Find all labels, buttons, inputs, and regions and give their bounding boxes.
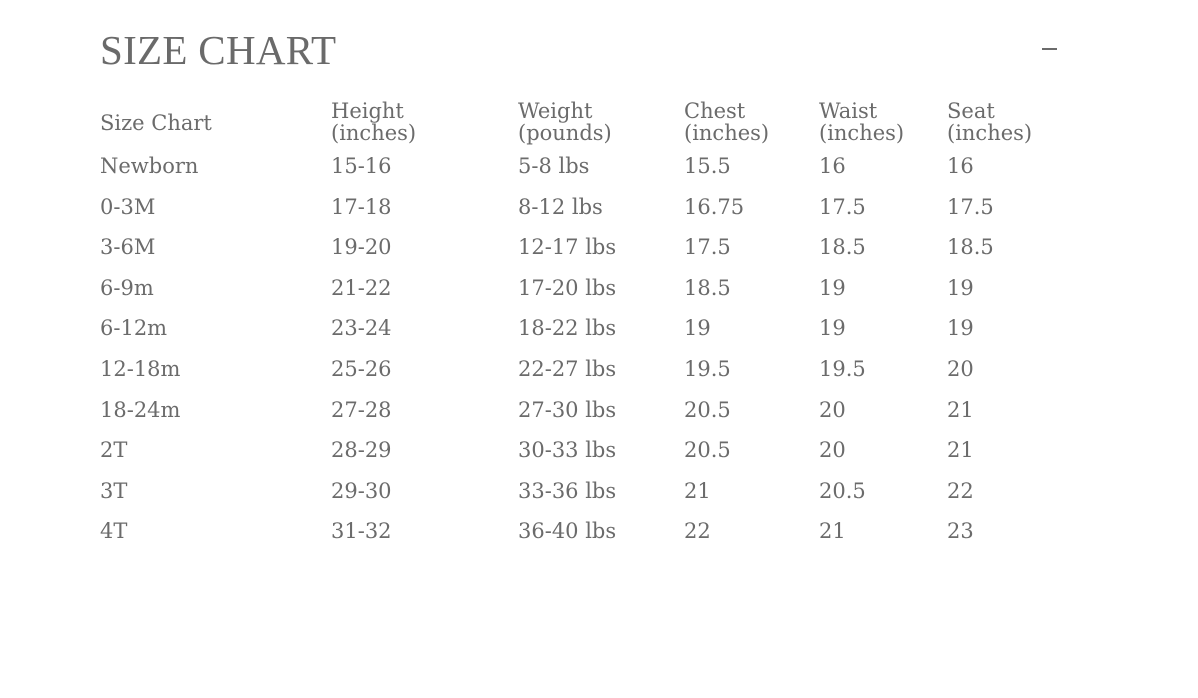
weight-cell: 30-33 lbs [518,438,617,463]
table-row [100,227,1060,268]
chest-cell: 19.5 [684,356,731,381]
chest-cell: 16.75 [684,194,745,219]
size-table [100,100,1060,552]
table-row [100,146,1060,187]
height-cell: 27-28 [331,397,392,422]
seat-cell: 16 [947,154,974,178]
weight-cell: 12-17 lbs [518,235,617,260]
height-cell: 23-24 [331,316,392,341]
height-cell: 21-22 [331,275,392,300]
waist-cell: 19.5 [819,356,866,381]
column-header-size [100,100,331,146]
column-header-label: Weight [518,99,593,123]
table-header-row [100,100,1060,146]
size-cell: 0-3M [100,194,156,219]
table-body [100,146,1060,552]
chest-cell: 19 [684,316,711,341]
column-header-label: Height [331,99,404,123]
weight-cell: 8-12 lbs [518,194,603,219]
chest-cell: 18.5 [684,275,731,300]
size-cell: 6-9m [100,275,154,300]
weight-cell: 27-30 lbs [518,397,617,422]
column-header-seat [947,100,1060,146]
waist-cell: 20 [819,438,846,463]
height-cell: 15-16 [331,154,392,178]
waist-cell: 16 [819,154,846,178]
waist-cell: 20 [819,397,846,422]
seat-cell: 22 [947,478,974,503]
weight-cell: 22-27 lbs [518,356,617,381]
table-row [100,268,1060,309]
accordion-header[interactable] [100,0,1060,100]
seat-cell: 17.5 [947,194,994,219]
seat-cell: 21 [947,438,974,463]
column-header-unit: (inches) [819,121,905,145]
waist-cell: 19 [819,275,846,300]
chest-cell: 21 [684,478,711,503]
waist-cell: 19 [819,316,846,341]
table-row [100,349,1060,390]
height-cell: 17-18 [331,194,392,219]
column-header-label: Waist [819,99,878,123]
size-cell: Newborn [100,154,199,178]
minus-icon [1042,48,1057,50]
seat-cell: 19 [947,275,974,300]
page-title: SIZE CHART [100,27,337,73]
column-header-label: Size Chart [100,111,212,135]
column-header-weight [518,100,684,146]
column-header-unit: (inches) [331,121,417,145]
column-header-unit: (inches) [684,121,770,145]
seat-cell: 23 [947,519,974,544]
chest-cell: 20.5 [684,397,731,422]
seat-cell: 20 [947,356,974,381]
seat-cell: 19 [947,316,974,341]
table-row [100,430,1060,471]
size-chart-panel [100,0,1060,552]
weight-cell: 17-20 lbs [518,275,617,300]
column-header-height [331,100,518,146]
table-row [100,390,1060,431]
height-cell: 29-30 [331,478,392,503]
height-cell: 28-29 [331,438,392,463]
size-cell: 12-18m [100,356,181,381]
column-header-label: Seat [947,99,995,123]
table-row [100,511,1060,552]
waist-cell: 20.5 [819,478,866,503]
size-cell: 3-6M [100,235,156,260]
waist-cell: 21 [819,519,846,544]
chest-cell: 20.5 [684,438,731,463]
table-row [100,471,1060,512]
chest-cell: 17.5 [684,235,731,260]
height-cell: 31-32 [331,519,392,544]
weight-cell: 33-36 lbs [518,478,617,503]
size-cell: 3T [100,478,128,503]
size-cell: 4T [100,519,128,544]
column-header-chest [684,100,819,146]
weight-cell: 36-40 lbs [518,519,617,544]
height-cell: 19-20 [331,235,392,260]
weight-cell: 18-22 lbs [518,316,617,341]
column-header-unit: (pounds) [518,121,612,145]
weight-cell: 5-8 lbs [518,154,590,178]
size-cell: 6-12m [100,316,168,341]
table-row [100,187,1060,228]
waist-cell: 17.5 [819,194,866,219]
collapse-button[interactable] [1040,34,1060,64]
seat-cell: 18.5 [947,235,994,260]
chest-cell: 15.5 [684,154,731,178]
size-cell: 18-24m [100,397,181,422]
chest-cell: 22 [684,519,711,544]
column-header-waist [819,100,947,146]
height-cell: 25-26 [331,356,392,381]
size-cell: 2T [100,438,128,463]
waist-cell: 18.5 [819,235,866,260]
column-header-unit: (inches) [947,121,1033,145]
column-header-label: Chest [684,99,746,123]
table-row [100,308,1060,349]
seat-cell: 21 [947,397,974,422]
